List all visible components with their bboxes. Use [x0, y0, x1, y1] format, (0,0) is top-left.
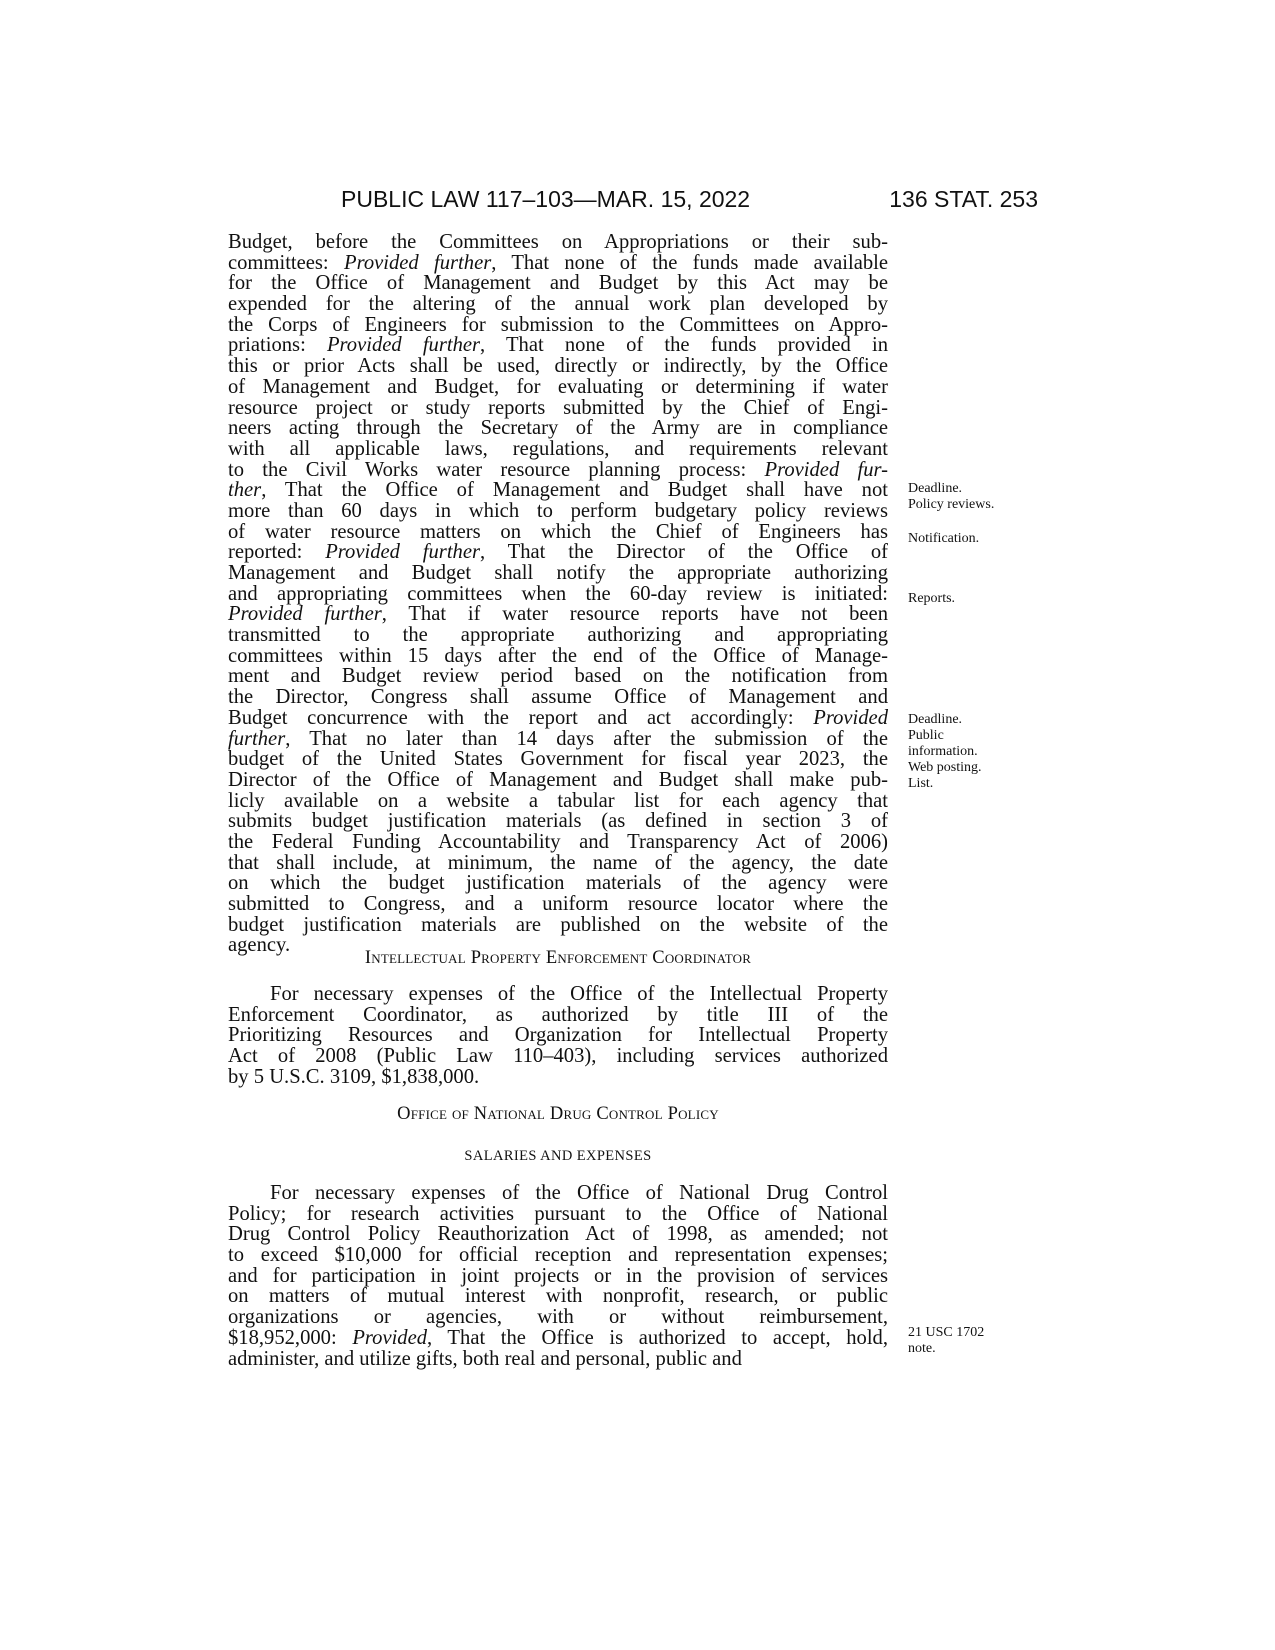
text-line: organizations or agencies, with or without reimbursement, — [228, 1306, 888, 1329]
text-line: committees: Provided further, That none of the funds made available — [228, 251, 888, 274]
paragraph-omb-provisos — [228, 232, 888, 956]
page-header — [228, 186, 1038, 218]
italic-phrase: Provided fur- — [764, 458, 888, 481]
text-line: by 5 U.S.C. 3109, $1,838,000. — [228, 1065, 480, 1088]
text-line: Policy; for research activities pursuant to the Office of National — [228, 1202, 888, 1225]
text-line: submits budget justification materials (as defined in section 3 of — [228, 810, 888, 833]
text-line: ther, That the Office of Management and Budget shall have not — [228, 479, 888, 502]
text-line: Management and Budget shall notify the appropriate authorizing — [228, 562, 888, 584]
subheading-salaries-expenses: SALARIES AND EXPENSES — [464, 1148, 652, 1164]
margin-note-reports — [908, 591, 955, 607]
heading-ipec: Intellectual Property Enforcement Coordinator — [364, 948, 752, 968]
text-line: Enforcement Coordinator, as authorized by title III of the — [228, 1003, 888, 1026]
text-line: For necessary expenses of the Office of National Drug Control — [270, 1182, 888, 1204]
text-line: agency. — [228, 934, 291, 957]
margin-note-line: information. — [908, 744, 978, 759]
heading-ondcp: Office of National Drug Control Policy — [397, 1104, 719, 1124]
header-stat-page: 136 STAT. 253 — [889, 186, 1038, 212]
margin-note-line: 21 USC 1702 — [908, 1325, 985, 1340]
margin-note-line: Public — [908, 728, 944, 743]
margin-note-line: note. — [908, 1341, 936, 1356]
text-line: the Federal Funding Accountability and Transparency Act of 2006) — [228, 830, 888, 853]
text-line: on matters of mutual interest with nonprofit, research, or public — [228, 1285, 888, 1308]
text-line: resource project or study reports submitted by the Chief of Engi- — [228, 396, 888, 419]
margin-note-line: Deadline. — [908, 481, 963, 496]
text-line: that shall include, at minimum, the name of the agency, the date — [228, 851, 888, 874]
margin-note-line: List. — [908, 776, 934, 791]
header-title: PUBLIC LAW 117–103—MAR. 15, 2022 — [341, 186, 751, 212]
margin-note-line: Deadline. — [908, 712, 963, 727]
text-line: reported: Provided further, That the Director of the Office of — [228, 541, 889, 564]
text-line: licly available on a website a tabular list for each agency that — [228, 789, 888, 812]
margin-note-line: Policy reviews. — [908, 497, 995, 512]
margin-note-deadline-web — [908, 712, 982, 792]
text-line: For necessary expenses of the Office of the Intellectual Property — [270, 983, 888, 1005]
text-line: committees within 15 days after the end of the Office of Manage- — [228, 644, 888, 667]
text-line: of water resource matters on which the Chief of Engineers has — [228, 520, 888, 543]
text-line: Act of 2008 (Public Law 110–403), including services authorized — [228, 1045, 888, 1068]
text-line: Drug Control Policy Reauthorization Act of 1998, as amended; not — [228, 1223, 888, 1246]
text-line: ment and Budget review period based on the notification from — [228, 665, 888, 688]
text-line: expended for the altering of the annual work plan developed by — [228, 293, 888, 316]
text-line: $18,952,000: Provided, That the Office is authorized to accept, hold, — [228, 1326, 889, 1349]
text-line: for the Office of Management and Budget by this Act may be — [228, 272, 888, 295]
italic-phrase: Provided further — [326, 334, 481, 357]
text-line: budget justification materials are published on the website of the — [228, 913, 888, 936]
margin-note-usc — [908, 1325, 984, 1357]
paragraph-ipec — [228, 984, 888, 1087]
text-line: priations: Provided further, That none of the funds provided in — [228, 334, 888, 357]
text-line: this or prior Acts shall be used, directly or indirectly, by the Office — [228, 355, 888, 378]
italic-phrase: further — [228, 727, 286, 750]
text-line: on which the budget justification materials of the agency were — [228, 872, 888, 895]
text-line: and for participation in joint projects or in the provision of services — [228, 1264, 888, 1287]
text-line: Prioritizing Resources and Organization for Intellectual Property — [228, 1024, 888, 1047]
text-line: further, That no later than 14 days after the submission of the — [228, 727, 888, 750]
italic-phrase: Provided — [352, 1326, 428, 1349]
text-line: the Director, Congress shall assume Office of Management and — [228, 686, 888, 709]
text-line: with all applicable laws, regulations, and requirements relevant — [228, 437, 888, 460]
text-line: budget of the United States Government for fiscal year 2023, the — [228, 748, 888, 771]
margin-note-line: Notification. — [908, 531, 980, 546]
text-line: of Management and Budget, for evaluating or determining if water — [228, 375, 888, 398]
text-line: submitted to Congress, and a uniform resource locator where the — [228, 893, 888, 915]
margin-note-line: Reports. — [908, 591, 956, 606]
italic-phrase: Provided — [813, 706, 888, 729]
text-line: Budget concurrence with the report and act accordingly: Provided — [228, 706, 888, 729]
text-line: administer, and utilize gifts, both real and personal, public and — [228, 1347, 742, 1370]
text-line: to the Civil Works water resource planning process: Provided fur- — [228, 458, 888, 481]
italic-phrase: Provided further — [228, 603, 382, 626]
text-line: Budget, before the Committees on Appropriations or their sub- — [228, 231, 888, 253]
text-line: more than 60 days in which to perform budgetary policy reviews — [228, 499, 888, 522]
margin-note-line: Web posting. — [908, 760, 982, 775]
margin-note-deadline-policy — [908, 481, 994, 513]
text-line: the Corps of Engineers for submission to the Committees on Appro- — [228, 313, 888, 336]
italic-phrase: Provided further — [325, 541, 480, 564]
margin-note-notification — [908, 531, 979, 547]
text-line: neers acting through the Secretary of the Army are in compliance — [228, 417, 888, 440]
text-line: Provided further, That if water resource reports have not been — [228, 603, 888, 626]
italic-phrase: ther — [228, 479, 262, 502]
italic-phrase: Provided further — [343, 251, 492, 274]
text-line: and appropriating committees when the 60-day review is initiated: — [228, 582, 888, 605]
text-line: Director of the Office of Management and Budget shall make pub- — [228, 768, 888, 791]
text-line: to exceed $10,000 for official reception and representation expenses; — [228, 1244, 888, 1267]
paragraph-ondcp — [228, 1183, 888, 1369]
text-line: transmitted to the appropriate authorizing and appropriating — [228, 624, 888, 647]
